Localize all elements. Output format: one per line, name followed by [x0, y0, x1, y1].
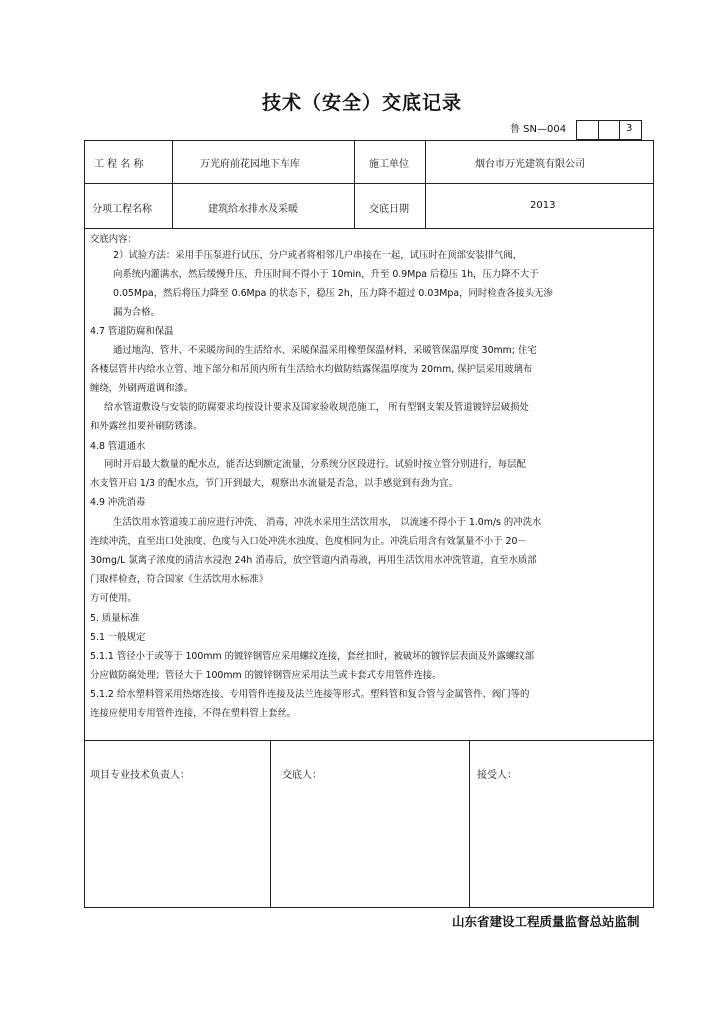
sub-project-value: 建筑给水排水及采暖 [208, 204, 298, 215]
discloser-signature-label: 交底人： [282, 770, 322, 781]
section-heading: 4.9 冲洗消毒 [90, 497, 146, 508]
content-line: 方可使用。 [90, 593, 137, 604]
section-heading: 4.7 管道防腐和保温 [90, 326, 174, 337]
content-line: 5.1.1 管径小于或等于 100mm 的镀锌钢管应采用螺纹连接，套丝扣时，被破坏的镀锌层表面及外露螺纹部 [90, 651, 534, 662]
content-line: 缠绕，外刷两道调和漆。 [90, 383, 194, 394]
divider [469, 740, 470, 908]
project-name-value: 万光府前花园地下车库 [200, 159, 300, 170]
content-line: 2）试验方法：采用手压泵进行试压，分户或者将相邻几户串接在一起，试压时在顶部安装排气阀， [113, 250, 523, 261]
construction-unit-label: 施工单位 [369, 159, 409, 170]
content-line: 连接应使用专用管件连接，不得在塑料管上套丝。 [90, 708, 297, 719]
content-line: 分应做防腐处理；管径大于 100mm 的镀锌钢管应采用法兰或卡套式专用管件连接。 [90, 670, 442, 681]
content-heading: 交底内容： [90, 234, 137, 245]
content-line: 漏为合格。 [113, 307, 160, 318]
date-value: 2013 [530, 200, 556, 211]
section-heading: 5.1 一般规定 [90, 632, 146, 643]
content-line: 通过地沟、管井、不采暖房间的生活给水、采暖保温采用橡塑保温材料，采暖管保温厚度 30mm; 住宅 [113, 345, 537, 356]
content-line: 各楼层管井内给水立管、地下部分和吊顶内所有生活给水均做防结露保温厚度为 20mm, 保护层采用玻璃布 [90, 364, 533, 375]
content-line: 5.1.2 给水塑料管采用热熔连接、专用管件连接及法兰连接等形式。塑料管和复合管与金属管件、阀门等的 [90, 689, 530, 700]
page-title: 技术（安全）交底记录 [261, 92, 462, 114]
divider [425, 140, 426, 228]
construction-unit-value: 烟台市万光建筑有限公司 [475, 159, 585, 170]
footer-issuer: 山东省建设工程质量监督总站监制 [452, 914, 640, 929]
section-heading: 5. 质量标准 [90, 613, 140, 624]
record-code: 鲁 SN—004 [510, 124, 567, 135]
content-line: 30mg/L 氯离子浓度的清洁水浸泡 24h 消毒后，放空管道内消毒液，再用生活饮用水冲洗管道，直至水质部 [90, 555, 537, 566]
date-label: 交底日期 [369, 204, 409, 215]
content-line: 和外露丝扣要补刷防锈漆。 [90, 421, 203, 432]
divider [172, 140, 173, 228]
content-line: 生活饮用水管道竣工前应进行冲洗、 消毒，冲洗水采用生活饮用水， 以流速不得小于 1.0m/s 的冲洗水 [113, 517, 542, 528]
content-line: 0.05Mpa，然后将压力降至 0.6Mpa 的状态下，稳压 2h，压力降不超过 0.03Mpa，同时检查各接头无渗 [113, 288, 553, 299]
content-line: 同时开启最大数量的配水点，能否达到额定流量，分系统分区段进行。试验时按立管分别进行，每层配 [104, 459, 526, 470]
divider [354, 140, 355, 228]
content-line: 向系统内灌满水，然后缓慢升压，升压时间不得小于 10min，升至 0.9Mpa 后稳压 1h，压力降不大于 [113, 269, 539, 280]
divider [84, 183, 654, 184]
content-line: 连续冲洗，直至出口处浊度、色度与入口处冲洗水浊度、色度相同为止。冲洗后用含有效氯量不小于 20－ [90, 536, 527, 547]
content-line: 给水管道敷设与安装的防腐要求均按设计要求及国家验收规范施工， 所有型钢支架及管道镀锌层破损处 [104, 402, 529, 413]
divider [598, 120, 599, 140]
divider [84, 228, 654, 229]
content-line: 水支管开启 1/3 的配水点，节门开到最大，观察出水流量是否急，以手感觉到有劲为宜。 [90, 478, 458, 489]
content-line: 门取样检查，符合国家《生活饮用水标准》 [90, 574, 269, 585]
tech-lead-signature-label: 项目专业技术负责人： [90, 770, 190, 781]
receiver-signature-label: 接受人： [477, 770, 517, 781]
project-name-label: 工 程 名 称 [94, 159, 144, 170]
divider [84, 740, 654, 741]
sub-project-label: 分项工程名称 [92, 204, 152, 215]
page-number: 3 [626, 123, 633, 134]
divider [619, 120, 620, 140]
section-heading: 4.8 管道通水 [90, 441, 146, 452]
divider [270, 740, 271, 908]
